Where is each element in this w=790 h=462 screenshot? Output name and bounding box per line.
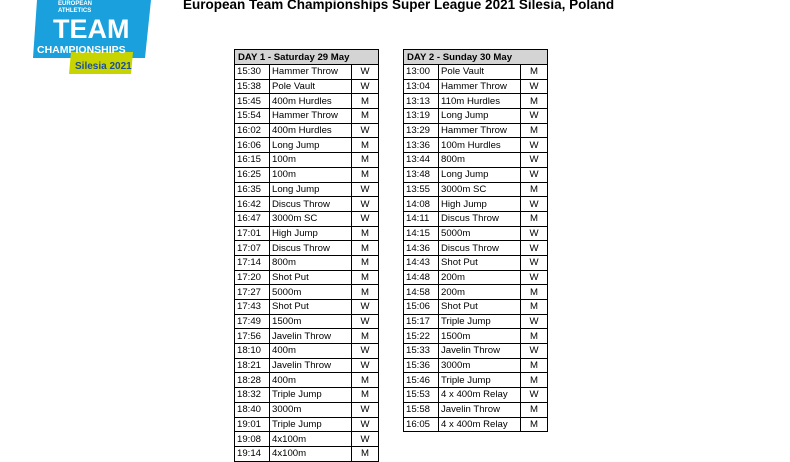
gender-cell: M <box>521 417 548 432</box>
gender-cell: W <box>352 432 379 447</box>
table-row <box>235 123 379 138</box>
time-cell: 17:56 <box>235 329 270 344</box>
event-cell: 100m <box>270 153 352 168</box>
table-row <box>404 197 548 212</box>
event-cell: 400m <box>270 373 352 388</box>
time-cell: 16:25 <box>235 167 270 182</box>
day1-schedule-table <box>234 49 379 462</box>
time-cell: 14:15 <box>404 226 439 241</box>
time-cell: 16:15 <box>235 153 270 168</box>
event-cell: Javelin Throw <box>439 402 521 417</box>
event-cell: 400m Hurdles <box>270 123 352 138</box>
gender-cell: M <box>352 167 379 182</box>
time-cell: 13:19 <box>404 109 439 124</box>
logo-championships: CHAMPIONSHIPS <box>37 44 126 56</box>
time-cell: 19:01 <box>235 417 270 432</box>
gender-cell: M <box>352 388 379 403</box>
logo-team: TEAM <box>53 14 130 44</box>
event-cell: Shot Put <box>439 300 521 315</box>
gender-cell: M <box>352 109 379 124</box>
event-cell: 800m <box>270 255 352 270</box>
day2-rows <box>404 65 548 432</box>
time-cell: 18:10 <box>235 344 270 359</box>
time-cell: 16:35 <box>235 182 270 197</box>
gender-cell: W <box>521 153 548 168</box>
event-cell: 4 x 400m Relay <box>439 417 521 432</box>
time-cell: 14:58 <box>404 285 439 300</box>
table-row <box>235 402 379 417</box>
table-row <box>404 109 548 124</box>
gender-cell: W <box>352 344 379 359</box>
event-cell: 3000m SC <box>270 211 352 226</box>
gender-cell: M <box>352 226 379 241</box>
table-row <box>404 255 548 270</box>
gender-cell: M <box>352 241 379 256</box>
day1-header: DAY 1 - Saturday 29 May <box>235 50 379 65</box>
gender-cell: W <box>521 109 548 124</box>
event-cell: 100m <box>270 167 352 182</box>
gender-cell: M <box>352 446 379 461</box>
event-cell: Triple Jump <box>439 314 521 329</box>
time-cell: 16:02 <box>235 123 270 138</box>
table-row <box>235 270 379 285</box>
gender-cell: W <box>521 226 548 241</box>
event-cell: 400m <box>270 344 352 359</box>
table-row <box>235 65 379 80</box>
gender-cell: W <box>352 123 379 138</box>
table-row <box>235 432 379 447</box>
event-cell: 200m <box>439 270 521 285</box>
time-cell: 13:13 <box>404 94 439 109</box>
table-row <box>404 300 548 315</box>
table-row <box>235 241 379 256</box>
time-cell: 17:01 <box>235 226 270 241</box>
table-row <box>235 373 379 388</box>
table-row <box>404 65 548 80</box>
time-cell: 14:08 <box>404 197 439 212</box>
gender-cell: M <box>521 211 548 226</box>
time-cell: 13:48 <box>404 167 439 182</box>
time-cell: 16:05 <box>404 417 439 432</box>
day2-header: DAY 2 - Sunday 30 May <box>404 50 548 65</box>
logo-line2: ATHLETICS <box>58 8 92 14</box>
event-cell: Triple Jump <box>439 373 521 388</box>
event-cell: Javelin Throw <box>270 329 352 344</box>
gender-cell: M <box>352 94 379 109</box>
time-cell: 16:47 <box>235 211 270 226</box>
table-row <box>404 344 548 359</box>
gender-cell: M <box>521 373 548 388</box>
table-row <box>235 255 379 270</box>
time-cell: 17:07 <box>235 241 270 256</box>
table-row <box>235 344 379 359</box>
gender-cell: M <box>521 329 548 344</box>
table-row <box>404 182 548 197</box>
event-cell: Long Jump <box>439 109 521 124</box>
page-title: European Team Championships Super League 2021 Silesia, Poland <box>183 0 615 12</box>
gender-cell: M <box>521 94 548 109</box>
gender-cell: W <box>352 300 379 315</box>
time-cell: 14:48 <box>404 270 439 285</box>
gender-cell: W <box>521 197 548 212</box>
table-row <box>404 123 548 138</box>
gender-cell: M <box>521 358 548 373</box>
time-cell: 17:20 <box>235 270 270 285</box>
gender-cell: W <box>521 79 548 94</box>
event-cell: Javelin Throw <box>270 358 352 373</box>
event-cell: Discus Throw <box>270 241 352 256</box>
gender-cell: W <box>352 182 379 197</box>
gender-cell: M <box>521 285 548 300</box>
event-logo <box>33 0 151 76</box>
table-row <box>235 167 379 182</box>
gender-cell: W <box>352 417 379 432</box>
time-cell: 16:06 <box>235 138 270 153</box>
day1-rows <box>235 65 379 462</box>
event-cell: 4x100m <box>270 432 352 447</box>
event-cell: Pole Vault <box>270 79 352 94</box>
table-row <box>404 94 548 109</box>
gender-cell: W <box>521 167 548 182</box>
event-cell: Triple Jump <box>270 417 352 432</box>
event-cell: Triple Jump <box>270 388 352 403</box>
time-cell: 13:29 <box>404 123 439 138</box>
time-cell: 15:54 <box>235 109 270 124</box>
time-cell: 15:33 <box>404 344 439 359</box>
gender-cell: M <box>521 65 548 80</box>
gender-cell: W <box>352 197 379 212</box>
time-cell: 15:38 <box>235 79 270 94</box>
gender-cell: W <box>521 270 548 285</box>
table-row <box>404 358 548 373</box>
table-row <box>404 153 548 168</box>
day2-schedule-table <box>403 49 548 432</box>
table-row <box>235 182 379 197</box>
event-cell: 4 x 400m Relay <box>439 388 521 403</box>
logo-line1: EUROPEAN <box>58 1 93 7</box>
event-cell: 3000m SC <box>439 182 521 197</box>
event-cell: 5000m <box>439 226 521 241</box>
gender-cell: W <box>521 241 548 256</box>
table-row <box>404 373 548 388</box>
table-row <box>235 138 379 153</box>
time-cell: 15:30 <box>235 65 270 80</box>
event-cell: Hammer Throw <box>439 123 521 138</box>
time-cell: 14:43 <box>404 255 439 270</box>
event-cell: Long Jump <box>270 182 352 197</box>
time-cell: 19:14 <box>235 446 270 461</box>
table-row <box>404 314 548 329</box>
event-cell: 200m <box>439 285 521 300</box>
event-cell: Pole Vault <box>439 65 521 80</box>
table-row <box>404 226 548 241</box>
time-cell: 15:58 <box>404 402 439 417</box>
time-cell: 18:32 <box>235 388 270 403</box>
time-cell: 15:22 <box>404 329 439 344</box>
time-cell: 15:53 <box>404 388 439 403</box>
table-row <box>404 241 548 256</box>
event-cell: 1500m <box>270 314 352 329</box>
time-cell: 13:04 <box>404 79 439 94</box>
table-row <box>235 300 379 315</box>
time-cell: 18:40 <box>235 402 270 417</box>
table-row <box>404 329 548 344</box>
gender-cell: W <box>352 211 379 226</box>
time-cell: 15:36 <box>404 358 439 373</box>
table-row <box>235 388 379 403</box>
table-row <box>404 388 548 403</box>
table-row <box>235 314 379 329</box>
table-row <box>404 417 548 432</box>
time-cell: 17:43 <box>235 300 270 315</box>
gender-cell: W <box>521 314 548 329</box>
logo-location: Silesia 2021 <box>75 61 132 72</box>
event-cell: High Jump <box>270 226 352 241</box>
event-cell: Shot Put <box>439 255 521 270</box>
time-cell: 14:11 <box>404 211 439 226</box>
event-cell: High Jump <box>439 197 521 212</box>
event-cell: 5000m <box>270 285 352 300</box>
gender-cell: M <box>521 182 548 197</box>
event-cell: Hammer Throw <box>270 109 352 124</box>
time-cell: 19:08 <box>235 432 270 447</box>
event-cell: Shot Put <box>270 300 352 315</box>
table-row <box>404 402 548 417</box>
event-cell: Javelin Throw <box>439 344 521 359</box>
event-cell: Discus Throw <box>439 211 521 226</box>
time-cell: 13:36 <box>404 138 439 153</box>
gender-cell: W <box>352 314 379 329</box>
gender-cell: W <box>521 388 548 403</box>
gender-cell: M <box>521 402 548 417</box>
gender-cell: W <box>352 79 379 94</box>
time-cell: 17:14 <box>235 255 270 270</box>
table-row <box>404 138 548 153</box>
gender-cell: M <box>352 255 379 270</box>
event-cell: 100m Hurdles <box>439 138 521 153</box>
table-row <box>235 211 379 226</box>
gender-cell: M <box>352 373 379 388</box>
event-cell: 4x100m <box>270 446 352 461</box>
time-cell: 18:21 <box>235 358 270 373</box>
table-row <box>235 226 379 241</box>
event-cell: Discus Throw <box>270 197 352 212</box>
table-row <box>235 79 379 94</box>
event-cell: 3000m <box>270 402 352 417</box>
event-cell: Shot Put <box>270 270 352 285</box>
time-cell: 13:00 <box>404 65 439 80</box>
gender-cell: M <box>352 329 379 344</box>
time-cell: 13:44 <box>404 153 439 168</box>
time-cell: 16:42 <box>235 197 270 212</box>
table-row <box>235 358 379 373</box>
event-cell: Hammer Throw <box>439 79 521 94</box>
gender-cell: M <box>521 300 548 315</box>
table-row <box>235 153 379 168</box>
event-cell: Long Jump <box>439 167 521 182</box>
table-row <box>404 211 548 226</box>
table-row <box>404 285 548 300</box>
table-row <box>235 285 379 300</box>
table-row <box>235 94 379 109</box>
table-row <box>404 270 548 285</box>
time-cell: 15:06 <box>404 300 439 315</box>
time-cell: 15:17 <box>404 314 439 329</box>
gender-cell: W <box>521 344 548 359</box>
event-cell: 800m <box>439 153 521 168</box>
gender-cell: M <box>521 123 548 138</box>
event-cell: Discus Throw <box>439 241 521 256</box>
event-cell: 110m Hurdles <box>439 94 521 109</box>
event-cell: 400m Hurdles <box>270 94 352 109</box>
table-row <box>404 167 548 182</box>
gender-cell: W <box>521 255 548 270</box>
gender-cell: M <box>352 153 379 168</box>
time-cell: 15:45 <box>235 94 270 109</box>
gender-cell: W <box>352 402 379 417</box>
logo-graphic <box>33 0 151 76</box>
gender-cell: M <box>352 138 379 153</box>
time-cell: 17:27 <box>235 285 270 300</box>
time-cell: 13:55 <box>404 182 439 197</box>
table-row <box>404 79 548 94</box>
table-row <box>235 197 379 212</box>
table-row <box>235 417 379 432</box>
gender-cell: W <box>352 65 379 80</box>
event-cell: 3000m <box>439 358 521 373</box>
gender-cell: M <box>352 270 379 285</box>
gender-cell: W <box>352 358 379 373</box>
table-row <box>235 109 379 124</box>
gender-cell: W <box>521 138 548 153</box>
time-cell: 15:46 <box>404 373 439 388</box>
table-row <box>235 329 379 344</box>
time-cell: 14:36 <box>404 241 439 256</box>
event-cell: 1500m <box>439 329 521 344</box>
gender-cell: M <box>352 285 379 300</box>
event-cell: Long Jump <box>270 138 352 153</box>
time-cell: 18:28 <box>235 373 270 388</box>
event-cell: Hammer Throw <box>270 65 352 80</box>
time-cell: 17:49 <box>235 314 270 329</box>
